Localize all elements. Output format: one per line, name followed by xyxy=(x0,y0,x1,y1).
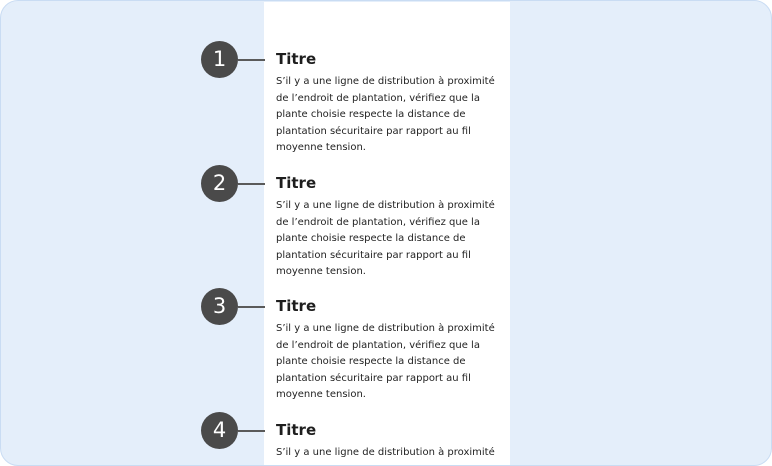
step-connector xyxy=(238,306,265,308)
step-description: S’il y a une ligne de distribution à proximité de l’endroit de plantation, vérifiez que la plante choisie respecte la distance de plantation sécuritaire par rapport au fil moyenne tension. xyxy=(276,323,495,400)
step-number-badge: 2 xyxy=(201,165,238,202)
step-title: Titre xyxy=(276,174,317,192)
step-title: Titre xyxy=(276,297,317,315)
step-connector xyxy=(238,59,265,61)
step-description: S’il y a une ligne de distribution à proximité de l’endroit de plantation, vérifiez que la plante choisie respecte la distance de plantation sécuritaire par rapport au fil moyenne tension. xyxy=(276,76,495,153)
step-connector xyxy=(238,430,265,432)
step-number-badge: 3 xyxy=(201,288,238,325)
step-title: Titre xyxy=(276,50,317,68)
step-description: S’il y a une ligne de distribution à proximité de l’endroit de plantation, vérifiez que la plante choisie respecte la distance de plantation sécuritaire par rapport au fil moyenne tension. xyxy=(276,200,495,277)
step-number-badge: 4 xyxy=(201,412,238,449)
step-number-badge: 1 xyxy=(201,41,238,78)
step-title: Titre xyxy=(276,421,317,439)
step-description: S’il y a une ligne de distribution à proximité xyxy=(276,447,495,458)
step-connector xyxy=(238,183,265,185)
